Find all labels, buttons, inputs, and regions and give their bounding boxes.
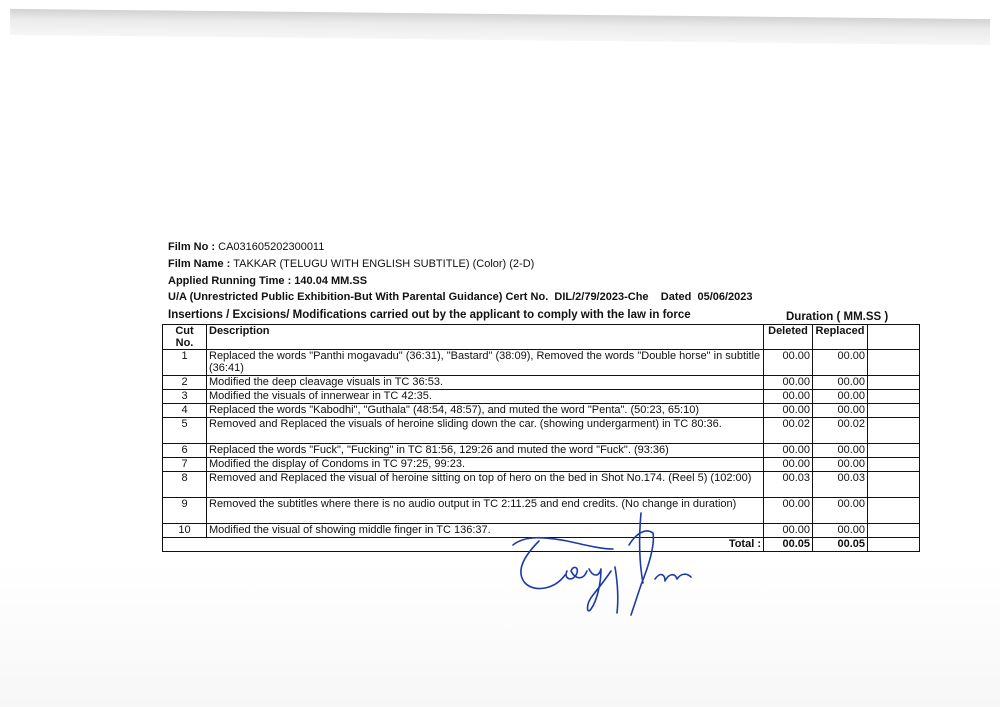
deleted-value: 00.00 <box>764 390 813 404</box>
total-replaced: 00.05 <box>813 538 868 552</box>
cut-description: Removed the subtitles where there is no audio output in TC 2:11.25 and end credits. (No change in duration) <box>207 498 764 524</box>
cut-description: Replaced the words "Kabodhi", "Guthala" (48:54, 48:57), and muted the word "Penta". (50:23, 65:10) <box>207 404 764 418</box>
total-label: Total : <box>163 538 764 552</box>
cut-description: Removed and Replaced the visuals of heroine sliding down the car. (showing undergarment) in TC 80:36. <box>207 418 764 444</box>
blank-cell <box>868 472 920 498</box>
deleted-value: 00.00 <box>764 458 813 472</box>
cut-description: Modified the visual of showing middle finger in TC 136:37. <box>207 524 764 538</box>
replaced-value: 00.00 <box>813 404 868 418</box>
cut-number: 8 <box>163 472 207 498</box>
replaced-value: 00.00 <box>813 524 868 538</box>
col-cut-no: Cut No. <box>163 325 207 350</box>
blank-cell <box>868 524 920 538</box>
replaced-value: 00.00 <box>813 444 868 458</box>
cut-number: 4 <box>163 404 207 418</box>
deleted-value: 00.00 <box>764 350 813 376</box>
blank-cell <box>868 390 920 404</box>
replaced-value: 00.00 <box>813 376 868 390</box>
blank-cell <box>868 404 920 418</box>
cut-number: 5 <box>163 418 207 444</box>
col-blank <box>868 325 920 350</box>
insertions-title: Insertions / Excisions/ Modifications carried out by the applicant to comply with the law in force <box>168 309 691 321</box>
film-no-label: Film No : <box>168 241 216 253</box>
film-name-value: TAKKAR (TELUGU WITH ENGLISH SUBTITLE) (Color) (2-D) <box>233 258 535 270</box>
col-replaced: Replaced <box>813 325 868 350</box>
cut-number: 9 <box>163 498 207 524</box>
replaced-value: 00.00 <box>813 498 868 524</box>
cut-number: 3 <box>163 390 207 404</box>
blank-cell <box>868 350 920 376</box>
deleted-value: 00.03 <box>764 472 813 498</box>
cut-number: 2 <box>163 376 207 390</box>
blank-cell <box>868 498 920 524</box>
col-deleted: Deleted <box>764 325 813 350</box>
certificate-number: DIL/2/79/2023-Che <box>554 291 649 303</box>
cut-description: Modified the deep cleavage visuals in TC 36:53. <box>207 376 764 390</box>
table-row <box>163 376 920 390</box>
scan-bottom-shade <box>0 560 1000 707</box>
replaced-value: 00.00 <box>813 458 868 472</box>
cut-description: Replaced the words "Fuck", "Fucking" in TC 81:56, 129:26 and muted the word "Fuck". (93:36) <box>207 444 764 458</box>
table-row <box>163 404 920 418</box>
cut-description: Modified the display of Condoms in TC 97:25, 99:23. <box>207 458 764 472</box>
total-deleted: 00.05 <box>764 538 813 552</box>
blank-cell <box>868 458 920 472</box>
cut-description: Removed and Replaced the visual of heroine sitting on top of hero on the bed in Shot No.174. (Reel 5) (102:00) <box>207 472 764 498</box>
scan-edge-shadow <box>10 9 990 45</box>
replaced-value: 00.02 <box>813 418 868 444</box>
table-row <box>163 350 920 376</box>
cut-description: Replaced the words "Panthi mogavadu" (36:31), "Bastard" (38:09), Removed the words "Double horse" in subtitle (36:41) <box>207 350 764 376</box>
blank-cell <box>868 376 920 390</box>
film-no-value: CA031605202300011 <box>218 241 325 253</box>
blank-cell <box>868 538 920 552</box>
deleted-value: 00.00 <box>764 524 813 538</box>
deleted-value: 00.00 <box>764 404 813 418</box>
table-header-row <box>163 325 920 350</box>
cut-number: 1 <box>163 350 207 376</box>
deleted-value: 00.00 <box>764 498 813 524</box>
running-time-value: 140.04 MM.SS <box>294 275 368 287</box>
table-row <box>163 472 920 498</box>
col-description: Description <box>207 325 764 350</box>
film-no-line <box>168 241 324 253</box>
running-time-line <box>168 275 367 287</box>
dated-label: Dated <box>660 291 692 303</box>
handwritten-signature <box>505 505 705 620</box>
table-row <box>163 390 920 404</box>
deleted-value: 00.00 <box>764 376 813 390</box>
cut-description: Modified the visuals of innerwear in TC 42:35. <box>207 390 764 404</box>
blank-cell <box>868 444 920 458</box>
blank-cell <box>868 418 920 444</box>
cut-number: 6 <box>163 444 207 458</box>
table-row <box>163 458 920 472</box>
dated-value: 05/06/2023 <box>697 291 753 303</box>
cut-number: 10 <box>163 524 207 538</box>
certificate-text: U/A (Unrestricted Public Exhibition-But With Parental Guidance) Cert No. <box>168 291 549 303</box>
film-name-line <box>168 258 534 270</box>
replaced-value: 00.00 <box>813 390 868 404</box>
deleted-value: 00.00 <box>764 444 813 458</box>
certificate-line <box>168 291 753 303</box>
cut-number: 7 <box>163 458 207 472</box>
replaced-value: 00.03 <box>813 472 868 498</box>
replaced-value: 00.00 <box>813 350 868 376</box>
running-time-label: Applied Running Time : <box>168 275 292 287</box>
deleted-value: 00.02 <box>764 418 813 444</box>
film-name-label: Film Name : <box>168 258 231 270</box>
duration-title: Duration ( MM.SS ) <box>786 311 889 323</box>
table-row <box>163 418 920 444</box>
table-row <box>163 444 920 458</box>
